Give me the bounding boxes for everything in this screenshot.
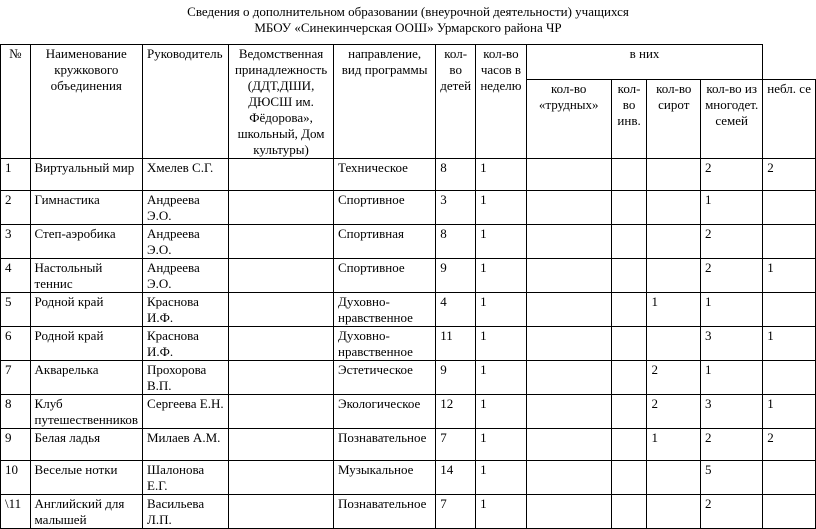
cell-disabled — [611, 191, 647, 225]
cell-hours: 1 — [476, 361, 527, 395]
cell-large-families: 5 — [701, 461, 763, 495]
cell-large-families: 3 — [701, 327, 763, 361]
cell-leader: Сергеева Е.Н. — [143, 395, 229, 429]
cell-orphans — [647, 191, 701, 225]
cell-large-families: 2 — [701, 495, 763, 529]
clubs-table — [0, 44, 816, 529]
cell-difficult — [526, 495, 611, 529]
cell-affiliation — [229, 461, 334, 495]
cell-affiliation — [229, 395, 334, 429]
cell-name: Родной край — [30, 327, 142, 361]
cell-unfavorable — [763, 361, 816, 395]
header-direction: направление, вид программы — [334, 45, 436, 159]
cell-unfavorable — [763, 293, 816, 327]
cell-disabled — [611, 461, 647, 495]
cell-direction: Спортивная — [334, 225, 436, 259]
cell-difficult — [526, 259, 611, 293]
header-hours: кол-во часов в неделю — [476, 45, 527, 159]
table-header — [1, 45, 816, 159]
cell-orphans — [647, 495, 701, 529]
cell-leader: Андреева Э.О. — [143, 191, 229, 225]
cell-affiliation — [229, 361, 334, 395]
cell-unfavorable: 2 — [763, 159, 816, 191]
cell-direction: Эстетическое — [334, 361, 436, 395]
cell-leader: Хмелев С.Г. — [143, 159, 229, 191]
cell-large-families: 2 — [701, 259, 763, 293]
cell-name: Английский для малышей — [30, 495, 142, 529]
cell-unfavorable: 1 — [763, 259, 816, 293]
cell-orphans — [647, 327, 701, 361]
cell-disabled — [611, 293, 647, 327]
cell-num: 6 — [1, 327, 31, 361]
cell-children: 8 — [436, 225, 476, 259]
title-line-2: МБОУ «Синекинчерская ООШ» Урмарского района ЧР — [254, 20, 562, 35]
cell-direction: Духовно-нравственное — [334, 327, 436, 361]
cell-children: 3 — [436, 191, 476, 225]
cell-num: 3 — [1, 225, 31, 259]
cell-hours: 1 — [476, 395, 527, 429]
table-row — [1, 327, 816, 361]
cell-large-families: 2 — [701, 159, 763, 191]
cell-unfavorable: 2 — [763, 429, 816, 461]
cell-unfavorable — [763, 495, 816, 529]
cell-leader: Краснова И.Ф. — [143, 327, 229, 361]
table-row — [1, 159, 816, 191]
cell-unfavorable — [763, 461, 816, 495]
cell-difficult — [526, 395, 611, 429]
header-name: Наименование кружкового объединения — [30, 45, 142, 159]
cell-direction: Духовно-нравственное — [334, 293, 436, 327]
cell-affiliation — [229, 327, 334, 361]
cell-orphans: 1 — [647, 293, 701, 327]
cell-hours: 1 — [476, 495, 527, 529]
cell-children: 4 — [436, 293, 476, 327]
cell-affiliation — [229, 259, 334, 293]
cell-disabled — [611, 395, 647, 429]
cell-difficult — [526, 159, 611, 191]
cell-direction: Техническое — [334, 159, 436, 191]
table-row — [1, 259, 816, 293]
header-orphans: кол-во сирот — [647, 80, 701, 159]
cell-hours: 1 — [476, 293, 527, 327]
table-body — [1, 159, 816, 529]
cell-large-families: 3 — [701, 395, 763, 429]
cell-name: Родной край — [30, 293, 142, 327]
cell-orphans — [647, 225, 701, 259]
header-affiliation: Ведомственная принадлежность (ДДТ,ДШИ, ДЮСШ им. Фёдорова», школьный, Дом культуры) — [229, 45, 334, 159]
cell-leader: Андреева Э.О. — [143, 259, 229, 293]
cell-affiliation — [229, 429, 334, 461]
header-num: № — [1, 45, 31, 159]
cell-unfavorable: 1 — [763, 327, 816, 361]
cell-num: \11 — [1, 495, 31, 529]
cell-difficult — [526, 293, 611, 327]
cell-num: 4 — [1, 259, 31, 293]
document-title — [0, 4, 816, 36]
header-difficult: кол-во «трудных» — [526, 80, 611, 159]
cell-hours: 1 — [476, 191, 527, 225]
cell-disabled — [611, 429, 647, 461]
cell-leader: Краснова И.Ф. — [143, 293, 229, 327]
header-unfavorable: небл. се — [763, 80, 816, 159]
cell-num: 5 — [1, 293, 31, 327]
cell-large-families: 1 — [701, 293, 763, 327]
cell-num: 10 — [1, 461, 31, 495]
cell-children: 11 — [436, 327, 476, 361]
cell-affiliation — [229, 225, 334, 259]
cell-large-families: 1 — [701, 191, 763, 225]
cell-hours: 1 — [476, 461, 527, 495]
cell-difficult — [526, 461, 611, 495]
cell-disabled — [611, 225, 647, 259]
cell-hours: 1 — [476, 259, 527, 293]
header-leader: Руководитель — [143, 45, 229, 159]
table-row — [1, 461, 816, 495]
cell-difficult — [526, 327, 611, 361]
table-row — [1, 429, 816, 461]
cell-children: 9 — [436, 361, 476, 395]
cell-name: Акварелька — [30, 361, 142, 395]
cell-disabled — [611, 259, 647, 293]
table-row — [1, 191, 816, 225]
table-row — [1, 495, 816, 529]
cell-large-families: 2 — [701, 225, 763, 259]
cell-difficult — [526, 225, 611, 259]
cell-num: 2 — [1, 191, 31, 225]
cell-leader: Милаев А.М. — [143, 429, 229, 461]
cell-children: 9 — [436, 259, 476, 293]
cell-children: 7 — [436, 429, 476, 461]
cell-direction: Экологическое — [334, 395, 436, 429]
cell-orphans — [647, 159, 701, 191]
cell-affiliation — [229, 159, 334, 191]
table-row — [1, 361, 816, 395]
cell-name: Клуб путешественников — [30, 395, 142, 429]
cell-disabled — [611, 361, 647, 395]
cell-leader: Прохорова В.П. — [143, 361, 229, 395]
table-row — [1, 225, 816, 259]
cell-direction: Познавательное — [334, 495, 436, 529]
cell-name: Степ-аэробика — [30, 225, 142, 259]
cell-name: Настольный теннис — [30, 259, 142, 293]
cell-affiliation — [229, 191, 334, 225]
title-line-1: Сведения о дополнительном образовании (внеурочной деятельности) учащихся — [187, 4, 629, 19]
cell-direction: Познавательное — [334, 429, 436, 461]
cell-name: Гимнастика — [30, 191, 142, 225]
cell-name: Белая ладья — [30, 429, 142, 461]
cell-unfavorable — [763, 225, 816, 259]
cell-difficult — [526, 361, 611, 395]
cell-direction: Спортивное — [334, 259, 436, 293]
header-large-families: кол-во из многодет. семей — [701, 80, 763, 159]
cell-orphans: 2 — [647, 361, 701, 395]
cell-num: 1 — [1, 159, 31, 191]
cell-num: 7 — [1, 361, 31, 395]
cell-hours: 1 — [476, 429, 527, 461]
cell-num: 9 — [1, 429, 31, 461]
cell-name: Веселые нотки — [30, 461, 142, 495]
cell-direction: Музыкальное — [334, 461, 436, 495]
cell-affiliation — [229, 495, 334, 529]
cell-orphans: 2 — [647, 395, 701, 429]
cell-unfavorable — [763, 191, 816, 225]
cell-leader: Шалонова Е.Г. — [143, 461, 229, 495]
cell-disabled — [611, 495, 647, 529]
cell-difficult — [526, 429, 611, 461]
cell-children: 7 — [436, 495, 476, 529]
cell-name: Виртуальный мир — [30, 159, 142, 191]
cell-large-families: 1 — [701, 361, 763, 395]
cell-large-families: 2 — [701, 429, 763, 461]
cell-children: 8 — [436, 159, 476, 191]
cell-num: 8 — [1, 395, 31, 429]
cell-orphans: 1 — [647, 429, 701, 461]
cell-unfavorable: 1 — [763, 395, 816, 429]
header-children: кол-во детей — [436, 45, 476, 159]
cell-orphans — [647, 259, 701, 293]
header-among: в них — [526, 45, 763, 80]
cell-disabled — [611, 327, 647, 361]
header-disabled: кол-во инв. — [611, 80, 647, 159]
cell-orphans — [647, 461, 701, 495]
cell-children: 14 — [436, 461, 476, 495]
cell-hours: 1 — [476, 225, 527, 259]
cell-children: 12 — [436, 395, 476, 429]
cell-disabled — [611, 159, 647, 191]
cell-difficult — [526, 191, 611, 225]
table-row — [1, 293, 816, 327]
cell-hours: 1 — [476, 327, 527, 361]
cell-affiliation — [229, 293, 334, 327]
cell-leader: Андреева Э.О. — [143, 225, 229, 259]
table-row — [1, 395, 816, 429]
cell-leader: Васильева Л.П. — [143, 495, 229, 529]
cell-direction: Спортивное — [334, 191, 436, 225]
cell-hours: 1 — [476, 159, 527, 191]
